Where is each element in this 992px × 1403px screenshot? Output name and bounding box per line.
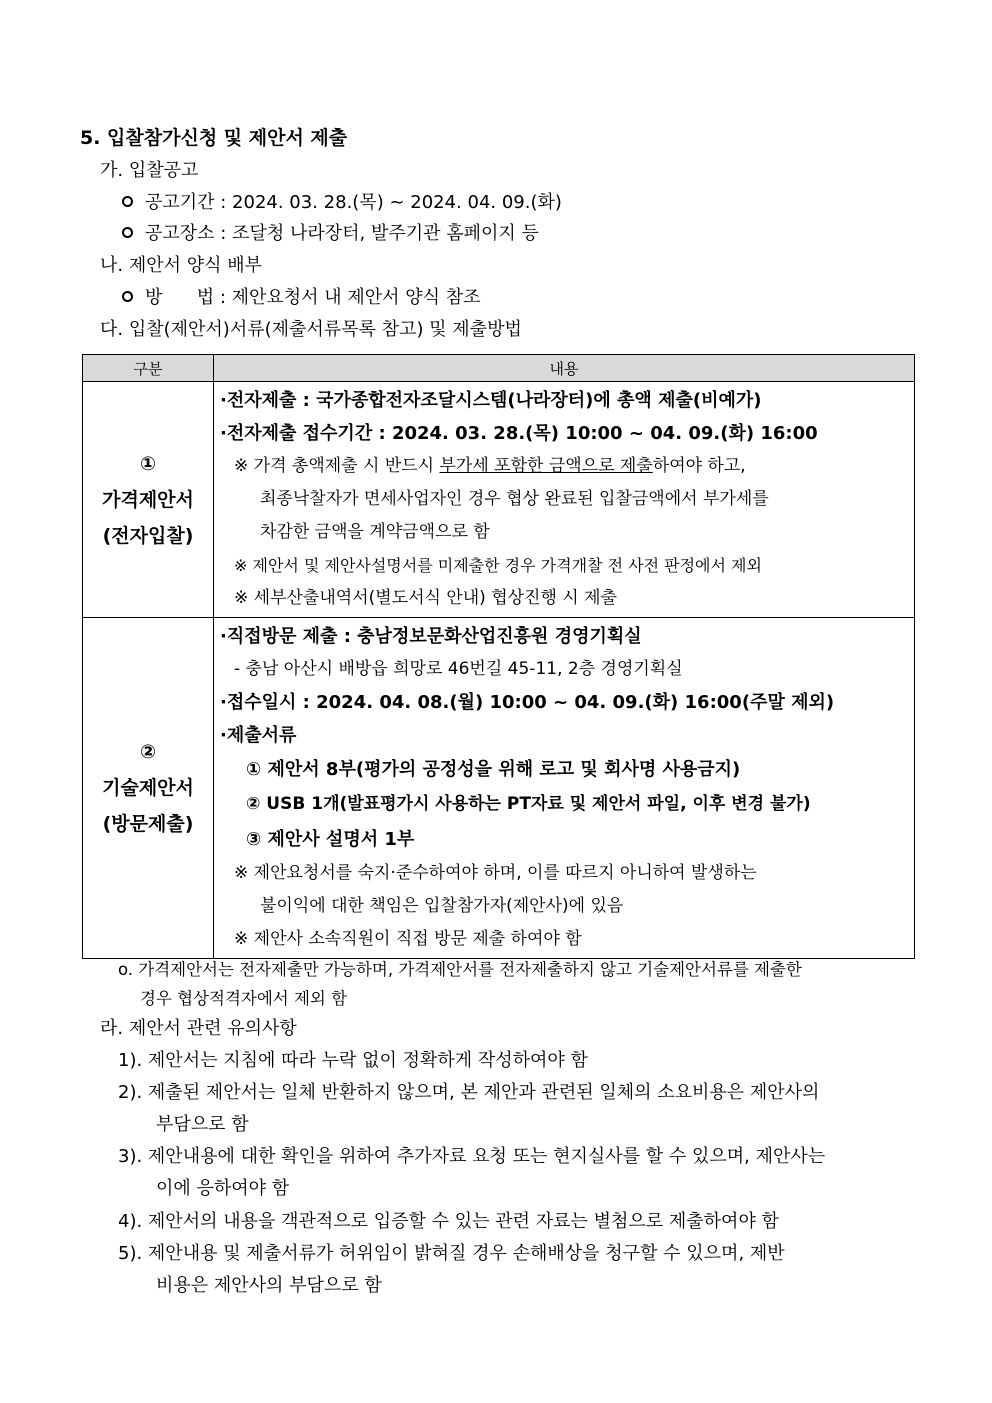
after-table-note-cont: 경우 협상적격자에서 제외 함 [140,989,348,1008]
row-name: 기술제안서 [102,777,194,799]
table-row [83,618,915,959]
sub-d-title: 라. 제안서 관련 유의사항 [100,1018,297,1039]
content-line: - 충남 아산시 배방읍 희망로 46번길 45-11, 2층 경영기획실 [234,659,683,679]
list-item-cont: 이에 응하여야 함 [156,1178,290,1199]
price-proposal-content [214,382,915,618]
note-line: 최종낙찰자가 면세사업자인 경우 협상 완료된 입찰금액에서 부가세를 [260,489,769,509]
circle-bullet-icon [122,291,133,302]
row-name: 가격제안서 [102,488,194,511]
note-line: ※ 가격 총액제출 시 반드시 부가세 포함한 금액으로 제출하여야 하고, [234,456,746,476]
sub-c-title: 다. 입찰(제안서)서류(제출서류목록 참고) 및 제출방법 [100,319,522,340]
doc-item: ③ 제안사 설명서 1부 [246,829,415,850]
circle-bullet-icon [122,196,133,207]
note-line: ※ 제안서 및 제안사설명서를 미제출한 경우 가격개찰 전 사전 판정에서 제외 [234,556,762,575]
price-proposal-category [83,382,214,618]
submission-table [82,354,915,959]
list-item: 4). 제안서의 내용을 객관적으로 입증할 수 있는 관련 자료는 별첨으로 제출하여야 함 [118,1211,779,1232]
header-category: 구분 [83,355,214,382]
circle-bullet-icon [122,227,133,238]
content-line: ∙전자제출 접수기간 : 2024. 03. 28.(목) 10:00 ~ 04. 09.(화) 16:00 [220,423,818,444]
content-line: ∙전자제출 : 국가종합전자조달시스템(나라장터)에 총액 제출(비예가) [220,390,762,411]
list-item: 방 법 : 제안요청서 내 제안서 양식 참조 [122,286,481,310]
note-line: 불이익에 대한 책임은 입찰참가자(제안사)에 있음 [260,896,624,916]
list-item: 3). 제안내용에 대한 확인을 위하여 추가자료 요청 또는 현지실사를 할 수 있으며, 제안사는 [118,1146,826,1167]
doc-item: ② USB 1개(발표평가시 사용하는 PT자료 및 제안서 파일, 이후 변경 불가) [246,794,811,814]
list-item-cont: 비용은 제안사의 부담으로 함 [156,1275,382,1296]
list-item: 공고장소 : 조달청 나라장터, 발주기관 홈페이지 등 [122,222,539,246]
note-line: ※ 제안요청서를 숙지·준수하여야 하며, 이를 따르지 아니하여 발생하는 [234,863,757,883]
list-item: 5). 제안내용 및 제출서류가 허위임이 밝혀질 경우 손해배상을 청구할 수 있으며, 제반 [118,1243,785,1264]
table-row [83,382,915,618]
doc-item: ① 제안서 8부(평가의 공정성을 위해 로고 및 회사명 사용금지) [246,759,741,780]
list-item: 2). 제출된 제안서는 일체 반환하지 않으며, 본 제안과 관련된 일체의 소요비용은 제안사의 [118,1082,820,1103]
table-header-row [83,355,915,382]
row-subname: (방문제출) [102,813,194,835]
header-content: 내용 [214,355,915,382]
content-line: ∙직접방문 제출 : 충남정보문화산업진흥원 경영기획실 [220,626,642,647]
note-line: 차감한 금액을 계약금액으로 함 [260,522,490,542]
row-number: ① [139,452,157,475]
content-line: ∙제출서류 [220,725,297,746]
after-table-note: o. 가격제안서는 전자제출만 가능하며, 가격제안서를 전자제출하지 않고 기술제안서류를 제출한 [118,960,802,979]
note-line: ※ 제안사 소속직원이 직접 방문 제출 하여야 함 [234,929,582,949]
row-subname: (전자입찰) [102,524,194,547]
row-number: ② [139,741,157,763]
list-item-cont: 부담으로 함 [156,1114,249,1135]
sub-b-title: 나. 제안서 양식 배부 [100,255,262,276]
tech-proposal-category [83,618,214,959]
sub-a-title: 가. 입찰공고 [100,160,199,181]
tech-proposal-content [214,618,915,959]
content-line: ∙접수일시 : 2024. 04. 08.(월) 10:00 ~ 04. 09.(화) 16:00(주말 제외) [220,692,835,713]
list-item: 1). 제안서는 지침에 따라 누락 없이 정확하게 작성하여야 함 [118,1050,588,1071]
underlined-text: 부가세 포함한 금액으로 제출 [439,456,653,476]
list-item: 공고기간 : 2024. 03. 28.(목) ~ 2024. 04. 09.(화) [122,191,562,215]
section-title: 5. 입찰참가신청 및 제안서 제출 [80,127,348,149]
note-line: ※ 세부산출내역서(별도서식 안내) 협상진행 시 제출 [234,588,617,608]
